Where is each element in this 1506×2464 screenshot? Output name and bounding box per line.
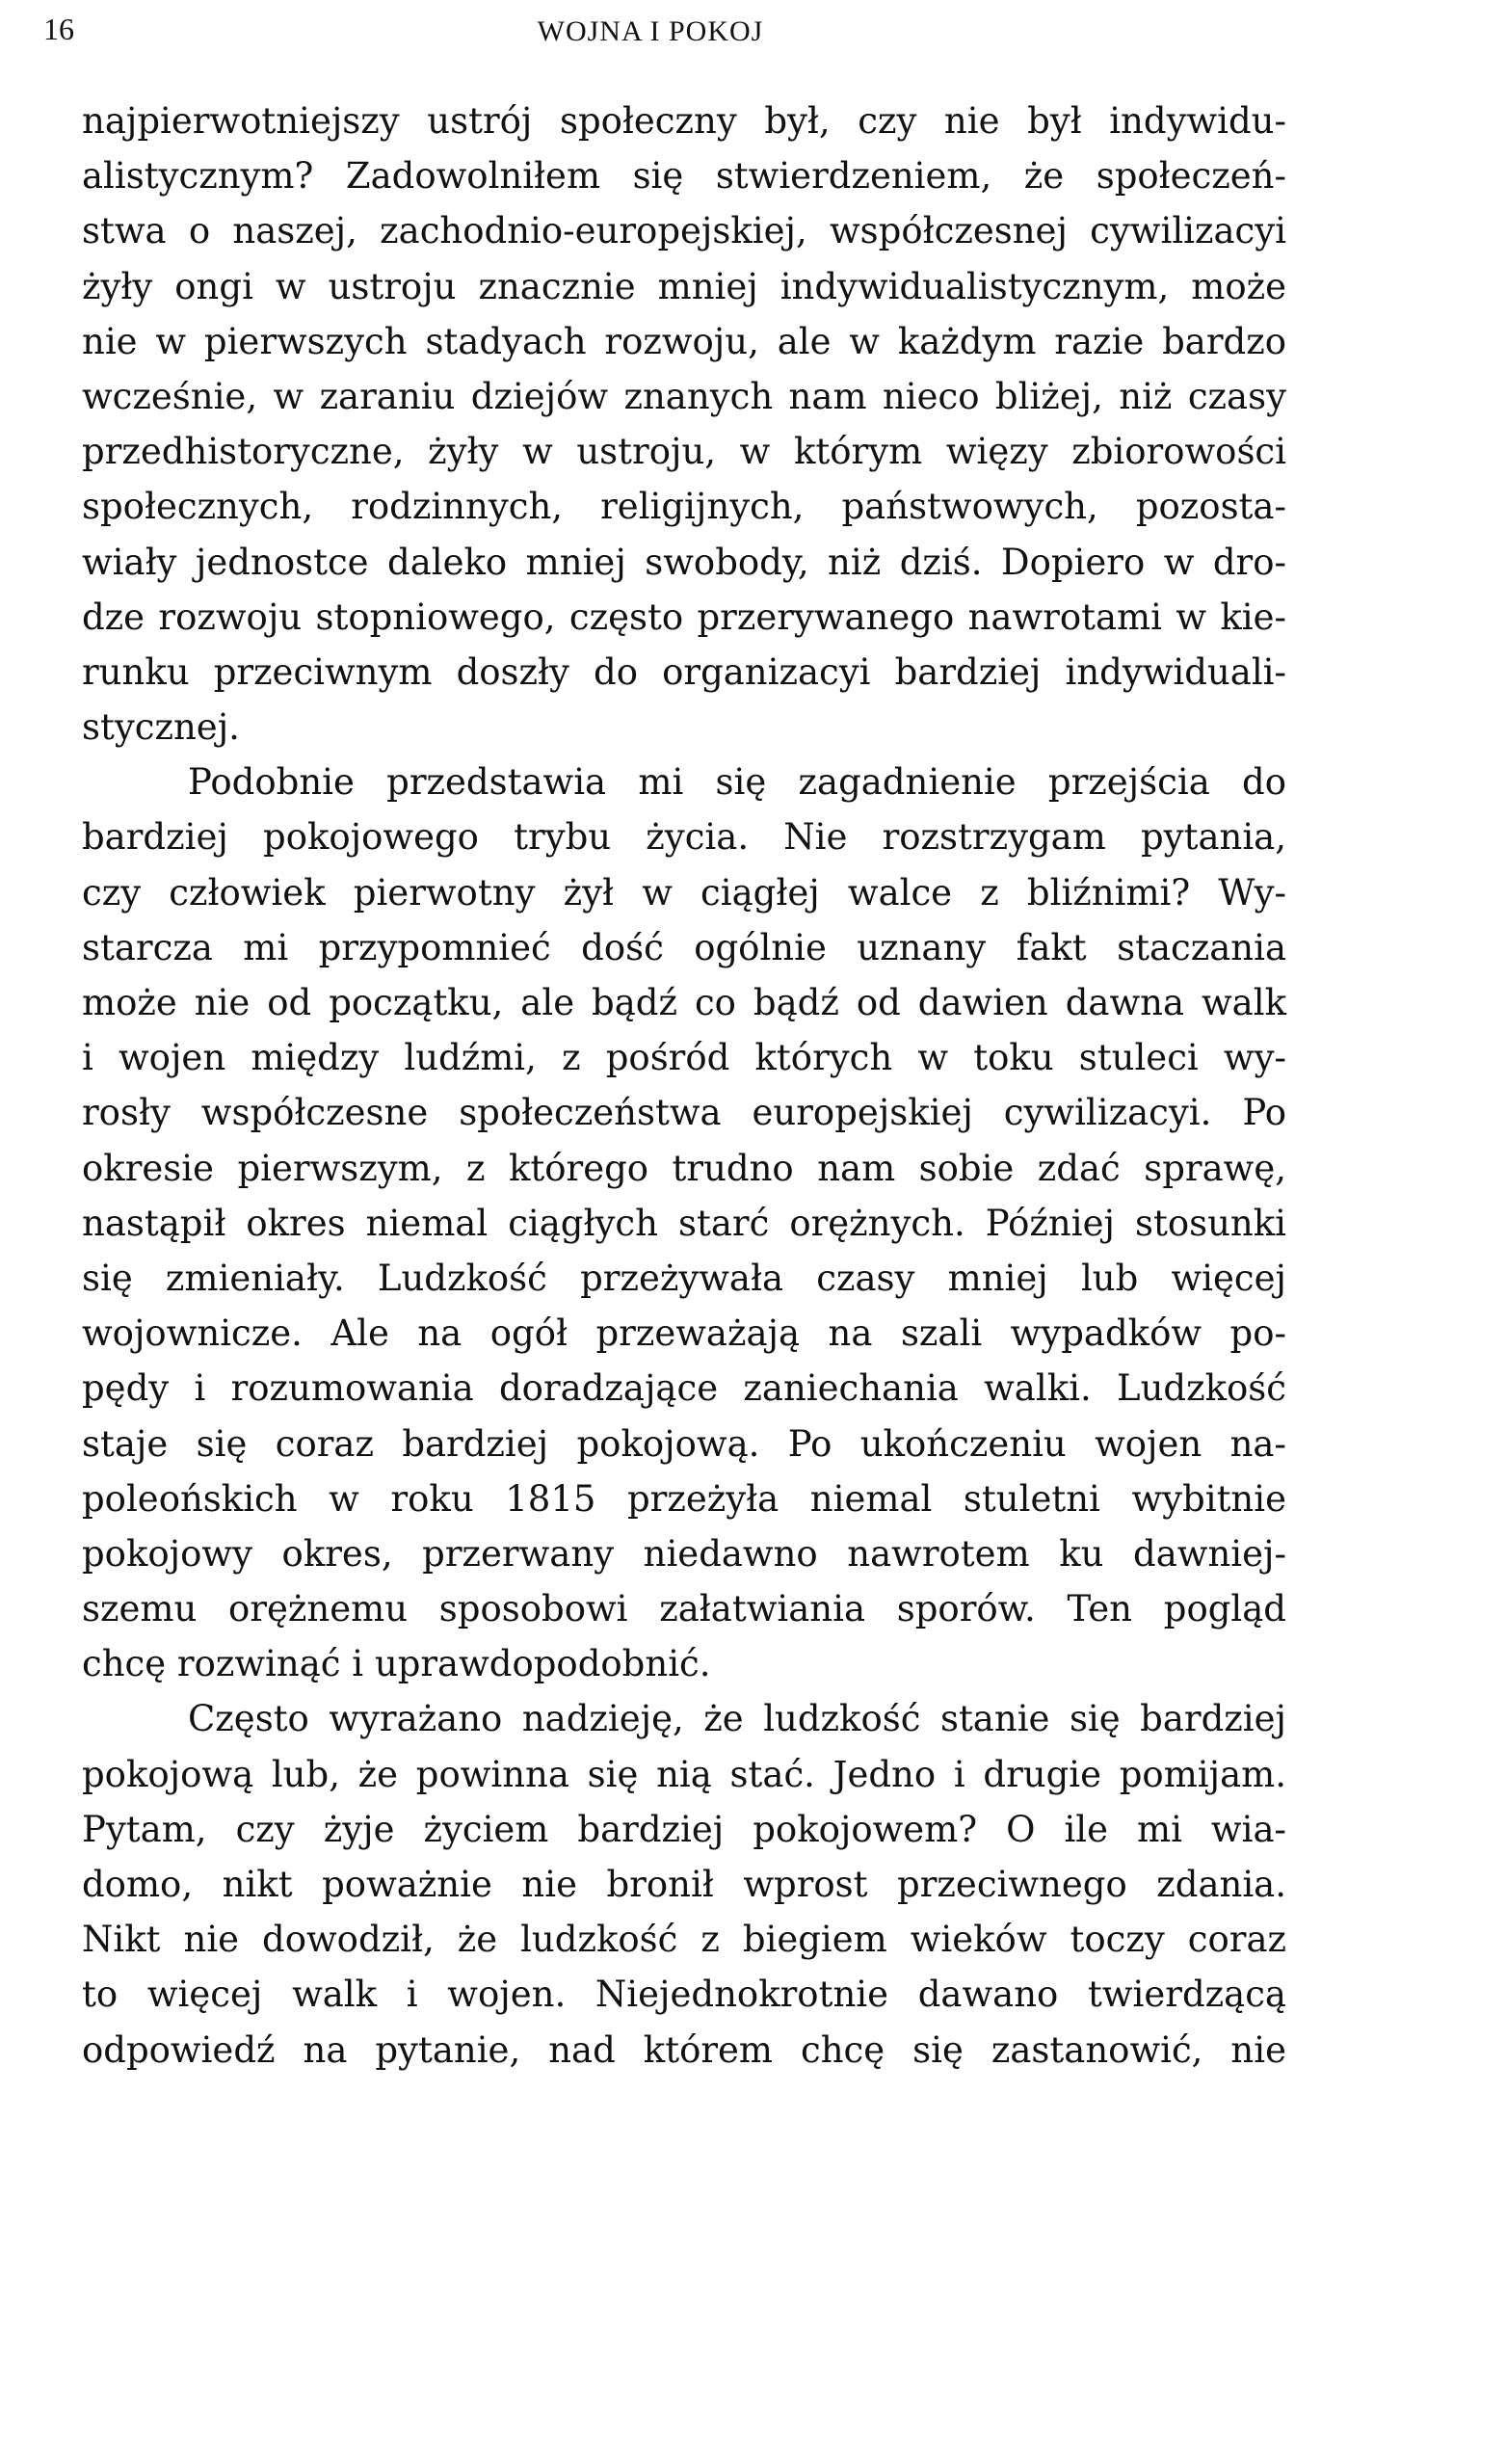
text-line: Podobnie przedstawia mi się zagadnienie przejścia do xyxy=(188,761,1286,804)
text-line: pędy i rozumowania doradzające zaniechania walki. Ludzkość xyxy=(82,1367,1286,1410)
text-line: dze rozwoju stopniowego, często przerywanego nawrotami w kie- xyxy=(82,596,1286,638)
text-line: Nikt nie dowodził, że ludzkość z biegiem wieków toczy coraz xyxy=(82,1919,1286,1961)
text-line: czy człowiek pierwotny żył w ciągłej walce z bliźnimi? Wy- xyxy=(82,871,1286,914)
text-line: społecznych, rodzinnych, religijnych, państwowych, pozosta- xyxy=(82,486,1286,528)
text-line: Często wyrażano nadzieję, że ludzkość stanie się bardziej xyxy=(188,1698,1286,1740)
text-line: się zmieniały. Ludzkość przeżywała czasy mniej lub więcej xyxy=(82,1257,1286,1299)
text-line: i wojen między ludźmi, z pośród których w toku stuleci wy- xyxy=(82,1037,1286,1079)
text-line: nastąpił okres niemal ciągłych starć orężnych. Później stosunki xyxy=(82,1202,1286,1244)
text-line: najpierwotniejszy ustrój społeczny był, czy nie był indywidu- xyxy=(82,100,1286,142)
text-line: pokojowy okres, przerwany niedawno nawrotem ku dawniej- xyxy=(82,1532,1286,1575)
text-line: stycznej. xyxy=(82,706,240,749)
text-line: szemu orężnemu sposobowi załatwiania sporów. Ten pogląd xyxy=(82,1588,1286,1630)
text-line: żyły ongi w ustroju znacznie mniej indywidualistycznym, może xyxy=(82,265,1286,307)
text-line: stwa o naszej, zachodnio-europejskiej, współczesnej cywilizacyi xyxy=(82,210,1286,252)
body-text xyxy=(82,93,1286,2078)
text-line: runku przeciwnym doszły do organizacyi bardziej indywiduali- xyxy=(82,650,1286,693)
text-line: przedhistoryczne, żyły w ustroju, w którym więzy zbiorowości xyxy=(82,431,1286,473)
text-line: alistycznym? Zadowolniłem się stwierdzeniem, że społeczeń- xyxy=(82,155,1286,198)
text-line: nie w pierwszych stadyach rozwoju, ale w każdym razie bardzo xyxy=(82,320,1286,362)
text-line: bardziej pokojowego trybu życia. Nie rozstrzygam pytania, xyxy=(82,816,1286,859)
text-line: rosły współczesne społeczeństwa europejskiej cywilizacyi. Po xyxy=(82,1092,1286,1134)
text-line: pokojową lub, że powinna się nią stać. Jedno i drugie pomijam. xyxy=(82,1753,1286,1795)
text-line: odpowiedź na pytanie, nad którem chcę się zastanowić, nie xyxy=(82,2028,1286,2071)
text-line: domo, nikt poważnie nie bronił wprost przeciwnego zdania. xyxy=(82,1864,1286,1905)
text-line: okresie pierwszym, z którego trudno nam sobie zdać sprawę, xyxy=(82,1147,1286,1189)
text-line: wcześnie, w zaraniu dziejów znanych nam nieco bliżej, niż czasy xyxy=(82,375,1286,417)
text-line: poleońskich w roku 1815 przeżyła niemal stuletni wybitnie xyxy=(82,1477,1286,1520)
text-line: Pytam, czy żyje życiem bardziej pokojowem? O ile mi wia- xyxy=(82,1808,1286,1850)
text-line: staje się coraz bardziej pokojową. Po ukończeniu wojen na- xyxy=(82,1422,1286,1465)
text-line: starcza mi przypomnieć dość ogólnie uznany fakt staczania xyxy=(82,926,1286,968)
running-title: WOJNA I POKOJ xyxy=(537,15,764,47)
page-number: 16 xyxy=(43,12,74,46)
text-line: chcę rozwinąć i uprawdopodobnić. xyxy=(82,1643,711,1685)
text-line: wojownicze. Ale na ogół przeważają na szali wypadków po- xyxy=(82,1312,1286,1355)
page-header xyxy=(43,12,1257,50)
text-line: może nie od początku, ale bądź co bądź od dawien dawna walk xyxy=(82,982,1286,1023)
text-line: wiały jednostce daleko mniej swobody, niż dziś. Dopiero w dro- xyxy=(82,541,1286,583)
text-line: to więcej walk i wojen. Niejednokrotnie dawano twierdzącą xyxy=(82,1974,1286,2016)
